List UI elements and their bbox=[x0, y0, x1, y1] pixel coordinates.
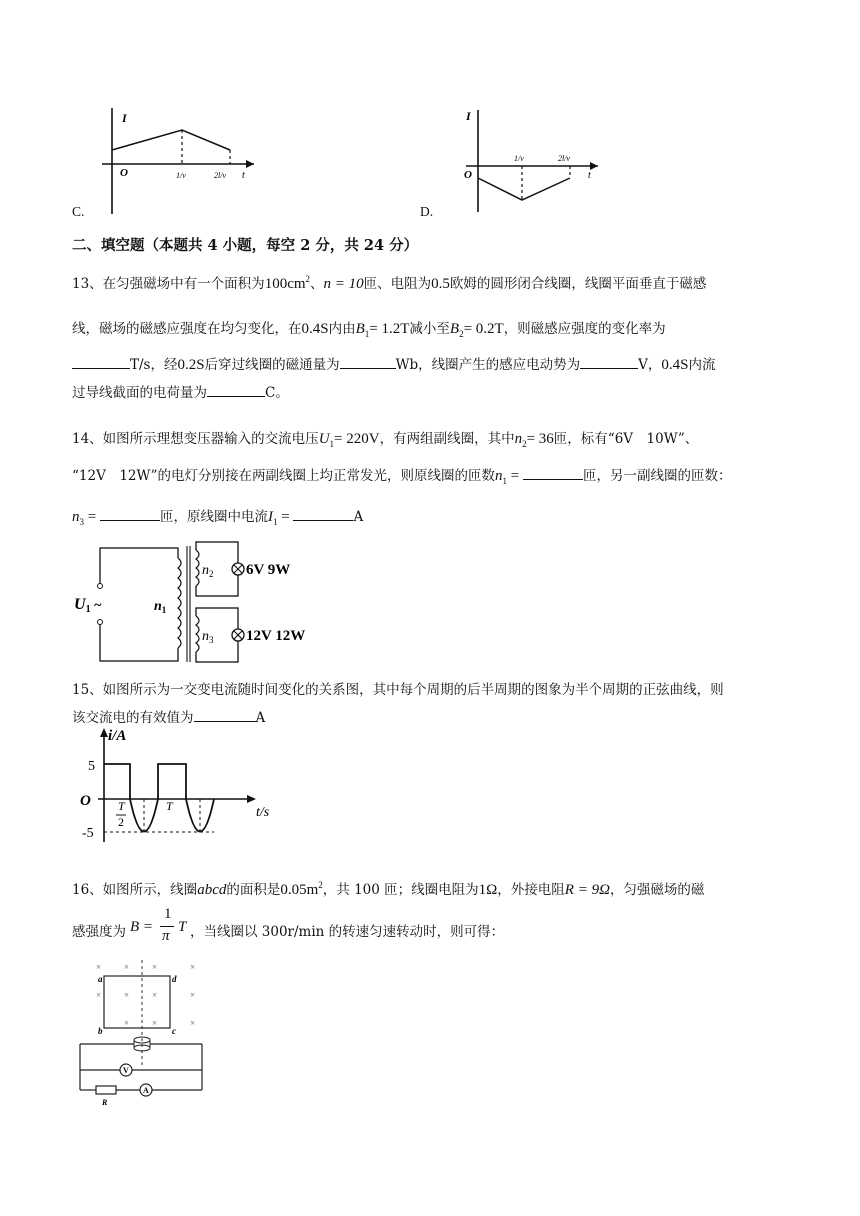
tick-label: 1/v bbox=[514, 154, 524, 163]
svg-text:×: × bbox=[96, 990, 102, 1000]
i1-symbol: $I_1$ bbox=[267, 509, 278, 527]
q15-line-2: 该交流电的有效值为 A bbox=[72, 706, 265, 726]
q13-line-1: 13、在匀强磁场中有一个面积为$100cm^2$、n = 10匝、电阻为0.5欧姆的圆形闭合线圈，线圈平面垂直于磁感 bbox=[72, 274, 707, 292]
svg-text:×: × bbox=[190, 962, 196, 972]
ammeter-label: A bbox=[143, 1086, 149, 1095]
q13-line-3: T/s，经0.2S后穿过线圈的磁通量为 Wb，线圈产生的感应电动势为 V，0.4S内流 bbox=[72, 353, 715, 374]
voltmeter-label: V bbox=[123, 1066, 129, 1075]
b-fraction-den: π bbox=[162, 928, 170, 944]
option-c-label: C. bbox=[72, 204, 85, 219]
u1-expr: = 220V bbox=[334, 431, 380, 447]
origin-label: O bbox=[80, 793, 91, 809]
svg-text:×: × bbox=[152, 1018, 158, 1028]
q14-line-1: 14、如图所示理想变压器输入的交流电压$U_1= 220V$，有两组副线圈，其中$n_2= 36$匝，标有“6V 10W”、 bbox=[72, 431, 699, 449]
svg-text:×: × bbox=[152, 962, 158, 972]
fig-n3-label: $n_3$ bbox=[202, 629, 214, 645]
lamp1-label: 6V 9W bbox=[246, 562, 291, 578]
y-tick-pos: 5 bbox=[88, 759, 95, 774]
svg-text:×: × bbox=[152, 990, 158, 1000]
resistor-label: R bbox=[102, 1098, 108, 1107]
q14-line-2: “12V 12W”的电灯分别接在两副线圈上均正常发光，则原线圈的匝数$n_1$ = 匝，另一副线圈的匝数： bbox=[72, 464, 732, 486]
x-axis-label: t/s bbox=[256, 805, 270, 820]
n1-symbol: $n_1$ bbox=[495, 468, 508, 486]
corner-b-label: b bbox=[98, 1026, 103, 1036]
svg-text:×: × bbox=[190, 1018, 196, 1028]
b-fraction-num: 1 bbox=[164, 906, 172, 922]
answer-blank[interactable] bbox=[523, 465, 583, 480]
section-title: 二、填空题（本题共 4 小题，每空 2 分，共 24 分） bbox=[72, 237, 419, 254]
tick-label: 1/v bbox=[176, 171, 186, 180]
n2-symbol: $n_2$ bbox=[514, 431, 527, 449]
corner-c-label: c bbox=[172, 1026, 176, 1036]
answer-blank[interactable] bbox=[293, 506, 353, 521]
axis-label-t: t bbox=[242, 170, 245, 181]
turns-expr: n = 10 bbox=[323, 276, 364, 292]
origin-label: O bbox=[120, 167, 128, 179]
fig-n1-label: $n_1$ bbox=[154, 599, 167, 615]
fig-u1-label: U1 ~ bbox=[74, 596, 102, 615]
axis-label-i: I bbox=[466, 109, 471, 123]
lamp2-label: 12V 12W bbox=[246, 628, 306, 644]
u1-symbol: $U_1$ bbox=[318, 431, 335, 449]
y-axis-label: i/A bbox=[108, 728, 127, 744]
axis-label-t: t bbox=[588, 170, 591, 181]
current-waveform-graph bbox=[74, 724, 284, 848]
y-tick-neg: -5 bbox=[82, 826, 94, 841]
generator-figure bbox=[72, 958, 212, 1110]
area-value: $0.05m^2$ bbox=[280, 880, 323, 898]
half-period-num: T bbox=[118, 799, 125, 813]
option-c-graph bbox=[100, 106, 260, 216]
q13-line-4: 过导线截面的电荷量为 C。 bbox=[72, 381, 289, 401]
fig-n2-label: $n_2$ bbox=[202, 563, 214, 579]
option-d-label: D. bbox=[420, 204, 434, 219]
axis-label-i: I bbox=[122, 111, 127, 125]
svg-text:×: × bbox=[124, 962, 130, 972]
q13-line-2: 线，磁场的磁感应强度在均匀变化，在0.4S内由$B_1= 1.2T$减小至$B_2= 0.2T$，则磁感应强度的变化率为 bbox=[72, 321, 666, 339]
option-d-graph bbox=[460, 108, 600, 214]
n2-expr: = 36 bbox=[526, 431, 554, 447]
tick-label: 2l/v bbox=[558, 154, 570, 163]
area-value: $100cm^2$ bbox=[264, 274, 311, 292]
q14-line-3: $n_3$ = 匝，原线圈中电流$I_1 = A$ bbox=[72, 505, 363, 527]
answer-blank[interactable] bbox=[340, 354, 396, 369]
answer-blank[interactable] bbox=[207, 382, 265, 397]
answer-blank[interactable] bbox=[194, 707, 256, 722]
tick-label: 2l/v bbox=[214, 171, 226, 180]
svg-text:×: × bbox=[96, 962, 102, 972]
b2-symbol: $B_2$ bbox=[449, 321, 464, 339]
period-label: T bbox=[166, 799, 173, 813]
resistance-value: 0.5 bbox=[431, 276, 450, 292]
corner-a-label: a bbox=[98, 974, 103, 984]
answer-blank[interactable] bbox=[580, 354, 638, 369]
b1-expr: = 1.2T bbox=[369, 321, 410, 337]
q16-line-1: 16、如图所示，线圈abcd的面积是$0.05m^2$，共 100 匝；线圈电阻为1Ω，外接电阻R = 9Ω，匀强磁场的磁 bbox=[72, 880, 705, 898]
origin-label: O bbox=[464, 169, 472, 181]
document-page: I O 1/v 2l/v t C. I O 1/v 2l/v t D. 二、填空题（本题共 4 小题，每空 2 分，共 24 分） 13、在匀强磁场中有一个面积为$100cm^2$、n = 10匝、电阻为0.5欧姆的圆形闭合线圈，线圈平面垂直于磁感 线，磁场的磁感应强度在均匀变化，在0.4S内由$B_1= 1.2T$减小至$B_2= 0.2T$，则磁感应强度的变化率为 T/s，经0.2S后穿过线圈的磁通量为 Wb，线圈产生的感应电动势为 V，0.4S内流 过导线截面的电荷量为 C。 14、如图所示理想变压器输入的交流电压$U_1= 220V$，有两组副线圈，其中$n_2= 36$匝，标有“6V 10W”、 “12V 12W”的电灯分别接在两副线圈上均正常发光，则原线圈的匝数$n_1$ = 匝，另一副线圈的匝数： $n_3$ = 匝，原线圈中电流$I_1 = A$ U1 ~ $n_1$ $n_2$ $n_3$ 6V 9W 12V 12W 15、如图所示为一交变电流随时间变化的关系图，其中每个周期的后半周期的图象为半个周期的正弦曲线，则 该交流电的有效值为 A i/A t/s O 5 -5 T 2 T 16、如图所示，线圈abcd的面积是$0.05m^2$，共 100 匝；线圈电阻为1Ω，外接电阻R = 9Ω，匀强磁场的磁 感强度为 B = 1 π T ，当线圈以 300r/min 的转速匀速转动时，则可得： × × × × × × × × × × × a b c d V A R bbox=[0, 0, 860, 1216]
svg-text:×: × bbox=[190, 990, 196, 1000]
transformer-figure bbox=[70, 538, 330, 666]
half-period-den: 2 bbox=[118, 815, 124, 829]
svg-text:×: × bbox=[124, 1018, 130, 1028]
answer-blank[interactable] bbox=[72, 354, 130, 369]
n3-symbol: $n_3$ bbox=[72, 509, 84, 527]
b1-symbol: $B_1$ bbox=[355, 321, 370, 339]
answer-blank[interactable] bbox=[100, 506, 160, 521]
corner-d-label: d bbox=[172, 974, 177, 984]
svg-text:×: × bbox=[124, 990, 130, 1000]
b2-expr: = 0.2T bbox=[463, 321, 504, 337]
q15-line-1: 15、如图所示为一交变电流随时间变化的关系图，其中每个周期的后半周期的图象为半个周期的正弦曲线，则 bbox=[72, 682, 724, 698]
magnetic-field-crosses bbox=[96, 962, 195, 1028]
